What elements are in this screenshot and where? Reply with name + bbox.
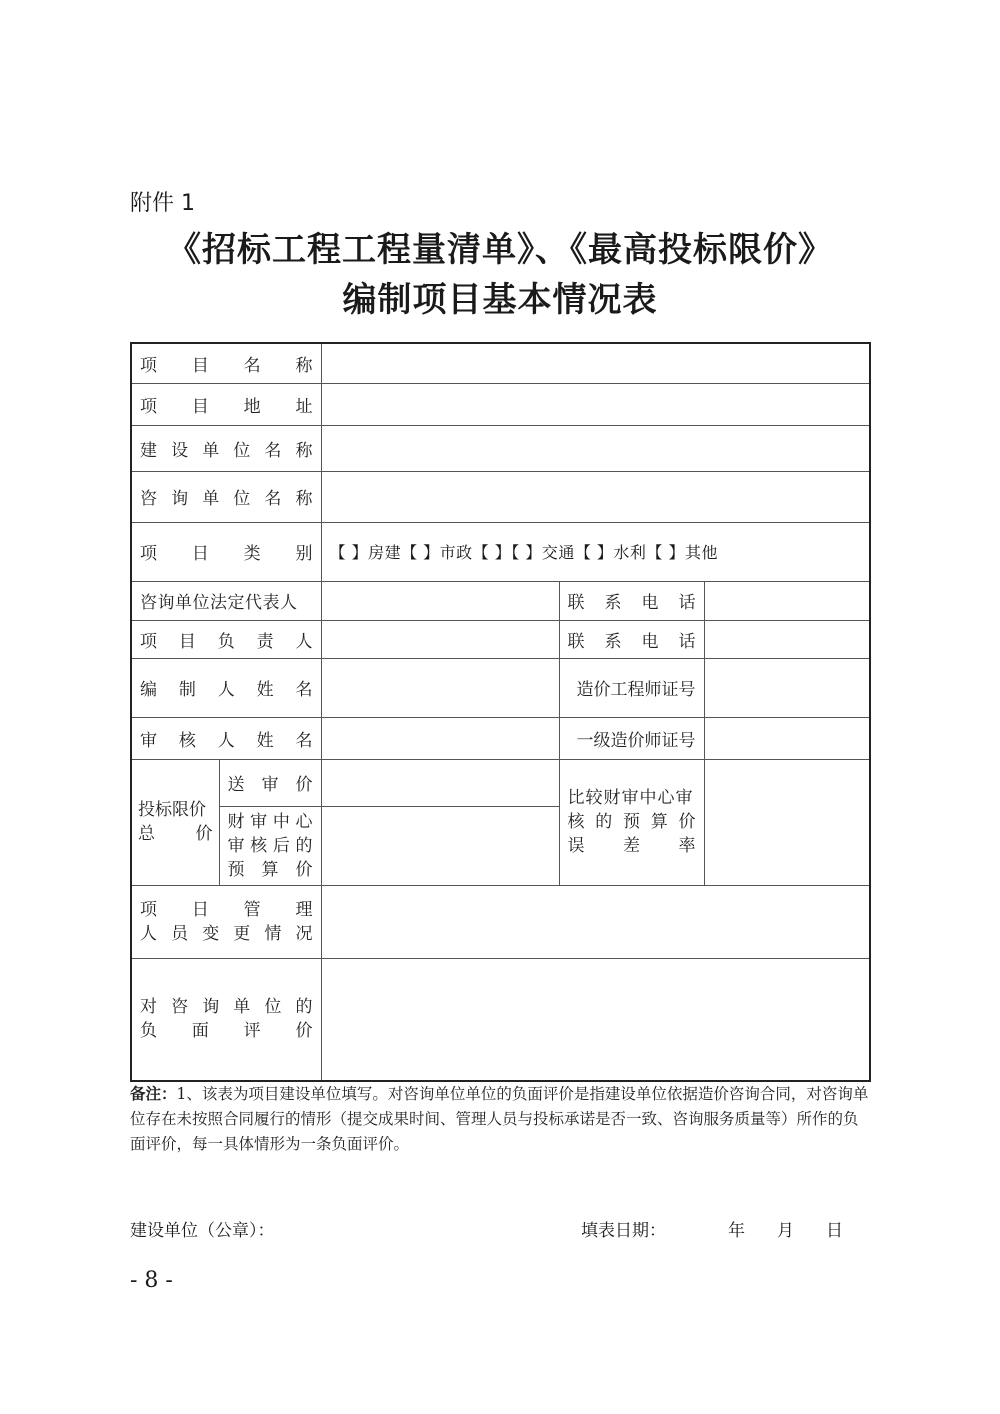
bid-limit-total-label — [131, 759, 219, 885]
builder-name-field[interactable] — [321, 425, 870, 471]
legal-rep-label-text: 咨询单位法定代表人 — [140, 593, 298, 613]
project-category-options[interactable]: 【 】房建【 】市政【 】【 】交通【 】水利【 】其他 — [321, 522, 870, 581]
label-chars — [140, 436, 313, 461]
page-number: - 8 - — [130, 1268, 173, 1293]
label-char: 价 — [678, 812, 696, 832]
label-chars — [140, 726, 313, 751]
label-char: 价 — [295, 859, 313, 880]
label-char: 项 — [140, 396, 157, 417]
label-chars — [568, 588, 696, 613]
legal-rep-field[interactable] — [321, 581, 559, 620]
label-char: 话 — [678, 593, 696, 613]
row-compiler — [131, 658, 870, 717]
error-rate-label — [559, 759, 704, 885]
submitted-price-label — [219, 759, 321, 806]
label-char: 审 — [261, 775, 279, 795]
label-char: 称 — [295, 489, 313, 509]
label-char: 电 — [641, 631, 659, 652]
label-char: 人 — [140, 923, 157, 944]
error-rate-field[interactable] — [704, 759, 870, 885]
error-rate-label-line1: 比较财审中心审 — [567, 788, 694, 808]
label-char: 联 — [567, 593, 585, 613]
label-char: 预 — [623, 812, 640, 832]
label-char: 况 — [295, 923, 313, 944]
label-char: 价 — [295, 775, 313, 795]
row-project-category — [131, 522, 870, 581]
label-char: 编 — [140, 680, 157, 700]
label-char: 咨 — [140, 489, 157, 509]
row-negative-eval — [131, 958, 870, 1081]
label-chars — [568, 627, 696, 652]
audited-budget-field[interactable] — [321, 806, 559, 885]
first-class-cert-label: 一级造价师证号 — [559, 717, 704, 759]
label-char: 对 — [140, 997, 157, 1018]
label-char: 位 — [233, 440, 251, 461]
label-char: 价 — [295, 1021, 313, 1042]
project-leader-field[interactable] — [321, 620, 559, 658]
label-char: 日 — [191, 899, 209, 920]
bid-limit-total-label-line1: 投标限价 — [138, 800, 206, 820]
project-info-table — [130, 342, 871, 1082]
label-char: 姓 — [256, 730, 274, 751]
reviewer-label — [131, 717, 321, 759]
label-char: 日 — [191, 544, 209, 564]
label-chars — [140, 898, 313, 922]
label-char: 管 — [243, 899, 261, 920]
row-consultant-name — [131, 471, 870, 522]
label-char: 称 — [295, 355, 313, 376]
label-char: 算 — [650, 812, 668, 832]
label-char: 项 — [140, 355, 157, 376]
label-char: 电 — [641, 593, 659, 613]
label-char: 名 — [264, 440, 282, 461]
remarks — [130, 1081, 870, 1157]
label-char: 名 — [264, 489, 282, 509]
fill-date — [581, 1216, 871, 1241]
contact-phone-field-2[interactable] — [704, 620, 870, 658]
label-char: 名 — [295, 730, 313, 751]
label-char: 审 — [140, 730, 157, 751]
label-char: 核 — [567, 812, 585, 832]
label-char: 变 — [202, 923, 220, 944]
label-char: 审 — [227, 835, 245, 856]
label-char: 总 — [138, 824, 155, 844]
label-char: 员 — [171, 923, 189, 944]
label-char: 联 — [567, 631, 585, 652]
remarks-text: 1、该表为项目建设单位填写。对咨询单位单位的负面评价是指建设单位依据造价咨询合同，对咨询单位存在未按照合同履行的情形（提交成果时间、管理人员与投标承诺是否一致、咨询服务质量等）所作的负面评价，每一具体情形为一条负面评价。 — [130, 1085, 869, 1153]
label-char: 的 — [295, 835, 313, 856]
consultant-name-field[interactable] — [321, 471, 870, 522]
project-name-label — [131, 343, 321, 383]
label-char: 误 — [567, 836, 585, 856]
label-char: 财 — [227, 811, 245, 832]
row-reviewer — [131, 717, 870, 759]
fill-date-label: 填表日期： — [581, 1221, 666, 1241]
label-char: 址 — [295, 396, 313, 417]
fill-date-year: 年 — [728, 1221, 745, 1241]
label-char: 设 — [171, 440, 189, 461]
staff-change-label — [131, 885, 321, 958]
document-title-line2: 编制项目基本情况表 — [342, 280, 658, 320]
label-char: 称 — [295, 440, 313, 461]
label-char: 制 — [178, 680, 196, 700]
row-legal-rep — [131, 581, 870, 620]
label-char: 后 — [272, 835, 290, 856]
label-chars — [140, 539, 313, 564]
label-char: 核 — [178, 730, 196, 751]
compiler-field[interactable] — [321, 658, 559, 717]
label-char: 目 — [191, 396, 209, 417]
label-char: 项 — [140, 631, 157, 652]
label-char: 理 — [295, 899, 313, 920]
label-char: 心 — [295, 811, 313, 832]
label-chars — [228, 858, 313, 882]
remarks-prefix: 备注： — [130, 1084, 177, 1103]
label-char: 情 — [264, 923, 282, 944]
label-char: 询 — [202, 997, 220, 1018]
label-chars — [140, 1019, 313, 1043]
label-chars — [140, 675, 313, 700]
builder-seal-label: 建设单位（公章）： — [130, 1221, 275, 1241]
label-char: 咨 — [171, 997, 189, 1018]
label-char: 负 — [217, 631, 235, 652]
label-char: 系 — [604, 593, 622, 613]
label-char: 人 — [217, 680, 235, 700]
compiler-label — [131, 658, 321, 717]
label-char: 目 — [191, 355, 209, 376]
label-chars — [228, 834, 313, 858]
label-char: 话 — [678, 631, 696, 652]
label-char: 预 — [227, 859, 245, 880]
label-char: 名 — [295, 680, 313, 700]
label-char: 送 — [227, 775, 245, 795]
label-char: 中 — [272, 811, 290, 832]
label-char: 率 — [678, 836, 696, 856]
label-chars — [228, 810, 313, 834]
label-char: 单 — [233, 997, 251, 1018]
label-char: 单 — [202, 440, 220, 461]
contact-phone-field-1[interactable] — [704, 581, 870, 620]
label-char: 人 — [217, 730, 235, 751]
label-chars — [140, 627, 313, 652]
label-chars — [228, 770, 313, 795]
label-char: 单 — [202, 489, 220, 509]
label-chars — [568, 834, 696, 858]
label-char: 的 — [595, 812, 613, 832]
row-project-name — [131, 343, 870, 383]
cost-engineer-cert-label: 造价工程师证号 — [559, 658, 704, 717]
builder-name-label — [131, 425, 321, 471]
label-char: 评 — [243, 1021, 261, 1042]
contact-phone-label-1 — [559, 581, 704, 620]
label-char: 位 — [264, 997, 282, 1018]
label-char: 位 — [233, 489, 251, 509]
row-project-address — [131, 383, 870, 425]
project-leader-label — [131, 620, 321, 658]
label-char: 核 — [250, 835, 268, 856]
row-staff-change — [131, 885, 870, 958]
label-char: 算 — [261, 859, 279, 880]
document-title-line1: 《招标工程工程量清单》、《最高投标限价》 — [167, 230, 833, 270]
consultant-name-label — [131, 471, 321, 522]
negative-eval-label — [131, 958, 321, 1081]
submitted-price-field[interactable] — [321, 759, 559, 806]
label-char: 更 — [233, 923, 251, 944]
row-builder-name — [131, 425, 870, 471]
label-char: 责 — [256, 631, 274, 652]
label-char: 系 — [604, 631, 622, 652]
row-submitted-price — [131, 759, 870, 806]
label-chars — [140, 922, 313, 946]
audited-budget-label — [219, 806, 321, 885]
label-char: 地 — [243, 396, 261, 417]
first-class-cert-field[interactable] — [704, 717, 870, 759]
label-chars — [568, 810, 696, 834]
fill-date-month: 月 — [777, 1221, 794, 1241]
legal-rep-label — [131, 581, 321, 620]
label-chars — [138, 822, 213, 846]
reviewer-field[interactable] — [321, 717, 559, 759]
label-char: 项 — [140, 899, 157, 920]
label-char: 价 — [195, 824, 213, 844]
cost-engineer-cert-field[interactable] — [704, 658, 870, 717]
label-chars — [140, 351, 313, 376]
label-char: 目 — [178, 631, 196, 652]
label-char: 的 — [295, 997, 313, 1018]
fill-date-day: 日 — [826, 1221, 843, 1241]
project-address-field[interactable] — [321, 383, 870, 425]
label-char: 人 — [295, 631, 313, 652]
label-chars — [140, 392, 313, 417]
label-char: 差 — [623, 836, 640, 856]
label-char: 别 — [295, 544, 313, 564]
label-char: 类 — [243, 544, 261, 564]
label-char: 名 — [243, 355, 261, 376]
label-char: 姓 — [256, 680, 274, 700]
staff-change-field[interactable] — [321, 885, 870, 958]
label-char: 建 — [140, 440, 157, 461]
project-address-label — [131, 383, 321, 425]
project-category-label — [131, 522, 321, 581]
label-char: 审 — [250, 811, 268, 832]
attachment-label: 附件 1 — [130, 191, 195, 216]
label-chars — [140, 995, 313, 1019]
row-project-leader — [131, 620, 870, 658]
label-char: 项 — [140, 544, 157, 564]
project-name-field[interactable] — [321, 343, 870, 383]
contact-phone-label-2 — [559, 620, 704, 658]
negative-eval-field[interactable] — [321, 958, 870, 1081]
label-char: 负 — [140, 1021, 157, 1042]
label-char: 面 — [191, 1021, 209, 1042]
label-chars — [140, 484, 313, 509]
label-char: 询 — [171, 489, 189, 509]
